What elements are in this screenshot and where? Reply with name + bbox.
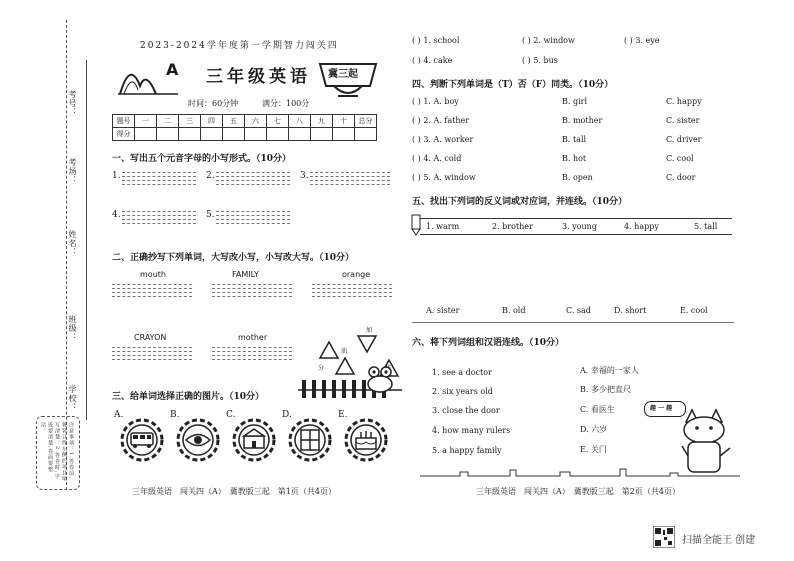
judge-row-5-b: B. open (562, 173, 593, 182)
score-label: 得分 (113, 128, 135, 141)
phrase-left-4[interactable]: 4. how many rulers (432, 426, 511, 435)
frog-icon (362, 364, 396, 394)
footer-left: 三年级英语 闯关四（A） 冀教版三起 第1页（共4页） (132, 487, 336, 496)
copy-word-orange: orange (342, 270, 371, 279)
score-input[interactable] (179, 128, 201, 141)
section1-num-4: 4. (112, 210, 121, 220)
match-item-2[interactable]: ( ) 2. window (522, 36, 575, 45)
four-line-box-3[interactable] (310, 172, 390, 188)
phrase-right-d[interactable]: D. 六岁 (580, 425, 608, 434)
score-cell: 一 (135, 115, 157, 128)
score-input[interactable] (311, 128, 333, 141)
judge-row-3-b: B. tall (562, 135, 587, 144)
edition-badge: 冀三起 (328, 69, 358, 80)
watermark-text: 扫描全能王 创建 (682, 535, 756, 546)
footer-right: 三年级英语 闯关四（A） 冀教版三起 第2页（共4页） (476, 487, 680, 496)
match-item-1[interactable]: ( ) 1. school (412, 36, 460, 45)
score-table-header-row (113, 115, 377, 128)
section1-num-5: 5. (206, 210, 215, 220)
phrase-right-c[interactable]: C. 看医生 (580, 405, 615, 414)
phrase-left-2[interactable]: 2. six years old (432, 387, 493, 396)
section6-title: 六、将下列词组和汉语连线。（10分） (412, 338, 565, 348)
judge-row-4-b: B. hot (562, 154, 587, 163)
match-item-4[interactable]: ( ) 4. cake (412, 56, 453, 65)
score-input[interactable] (289, 128, 311, 141)
section5-title: 五、找出下列词的反义词或对应词，并连线。（10分） (412, 197, 628, 207)
full-score: 满分：100分 (262, 99, 310, 108)
section4-title: 四、判断下列单词是（T）否（F）同类。（10分） (412, 80, 614, 90)
opposite-bottom-b[interactable]: B. old (502, 306, 526, 315)
cheer-char-2: 油 (341, 348, 348, 355)
opposite-bottom-e[interactable]: E. cool (680, 306, 708, 315)
section1-num-2: 2. (206, 171, 215, 181)
judge-row-1-a[interactable]: ( ) 1. A. boy (412, 97, 459, 106)
phrase-left-1[interactable]: 1. see a doctor (432, 368, 492, 377)
copy-lines-1[interactable] (112, 284, 192, 300)
opposite-top-1[interactable]: 1. warm (426, 222, 460, 231)
copy-lines-3[interactable] (312, 284, 392, 300)
opposite-top-4[interactable]: 4. happy (624, 222, 659, 231)
copy-word-mouth: mouth (140, 270, 166, 279)
exam-time: 时间：60分钟 (188, 99, 239, 108)
judge-row-1-c: C. happy (666, 97, 702, 106)
score-cell: 七 (267, 115, 289, 128)
judge-row-1-b: B. girl (562, 97, 588, 106)
opposite-top-5[interactable]: 5. tall (694, 222, 718, 231)
judge-row-2-b: B. mother (562, 116, 603, 125)
score-table-score-row (113, 128, 377, 141)
match-item-5[interactable]: ( ) 5. bus (522, 56, 558, 65)
judge-row-4-a[interactable]: ( ) 4. A. cold (412, 154, 462, 163)
score-cell: 九 (311, 115, 333, 128)
side-label-room: 考场： (68, 158, 77, 185)
opposite-bottom-a[interactable]: A. sister (426, 306, 460, 315)
opposite-bottom-d[interactable]: D. short (614, 306, 647, 315)
qr-code-icon (653, 526, 675, 548)
phrase-right-a[interactable]: A. 幸福的一家人 (580, 366, 639, 375)
score-input[interactable] (267, 128, 289, 141)
score-input[interactable] (333, 128, 355, 141)
four-line-box-1[interactable] (122, 172, 196, 188)
section3-title: 三、给单词选择正确的图片。（10分） (112, 392, 265, 402)
score-cell: 五 (223, 115, 245, 128)
score-input[interactable] (201, 128, 223, 141)
window-picture-icon[interactable] (288, 418, 332, 462)
side-label-exam-no: 考号： (68, 90, 77, 117)
score-cell: 十 (333, 115, 355, 128)
skyline-line (420, 466, 740, 478)
section1-num-1: 1. (112, 171, 121, 181)
judge-row-2-c: C. sister (666, 116, 700, 125)
score-input[interactable] (135, 128, 157, 141)
judge-row-3-a[interactable]: ( ) 3. A. worker (412, 135, 474, 144)
score-cell: 三 (179, 115, 201, 128)
school-picture-icon[interactable] (232, 418, 276, 462)
four-line-box-4[interactable] (122, 211, 196, 227)
score-cell: 八 (289, 115, 311, 128)
judge-row-5-a[interactable]: ( ) 5. A. window (412, 173, 476, 182)
judge-row-3-c: C. driver (666, 135, 702, 144)
score-cell: 题号 (113, 115, 135, 128)
eye-picture-icon[interactable] (176, 418, 220, 462)
copy-lines-2[interactable] (212, 284, 292, 300)
copy-lines-4[interactable] (112, 347, 192, 363)
judge-row-5-c: C. door (666, 173, 696, 182)
score-cell: 二 (157, 115, 179, 128)
option-letter-e: E. (338, 410, 348, 420)
side-label-name: 姓名： (68, 230, 77, 257)
option-letter-a: A. (114, 410, 124, 420)
four-line-box-5[interactable] (216, 211, 290, 227)
score-cell: 四 (201, 115, 223, 128)
score-input[interactable] (157, 128, 179, 141)
cheer-char-1: 加 (366, 327, 373, 334)
match-item-3[interactable]: ( ) 3. eye (624, 36, 660, 45)
section1-title: 一、写出五个元音字母的小写形式。（10分） (112, 154, 292, 164)
section1-num-3: 3. (300, 171, 309, 181)
judge-row-2-a[interactable]: ( ) 2. A. father (412, 116, 470, 125)
judge-row-4-c: C. cool (666, 154, 694, 163)
bottom-divider (412, 322, 734, 323)
side-label-class: 班级： (68, 315, 77, 342)
phrase-right-e[interactable]: E. 关门 (580, 445, 607, 454)
opposite-top-3[interactable]: 3. young (562, 222, 597, 231)
phrase-right-b[interactable]: B. 多少把直尺 (580, 385, 631, 394)
copy-word-family: FAMILY (232, 270, 259, 279)
opposite-bottom-c[interactable]: C. sad (566, 306, 591, 315)
cake-picture-icon[interactable] (344, 418, 388, 462)
notice-text: 注意事项：1.答卷前,将装订线左侧的项目填写清楚。2.答卷时,字迹要清楚,卷面要整洁。 (40, 422, 74, 482)
exam-title: 2023-2024学年度第一学期智力闯关四 (140, 41, 339, 51)
cheer-char-4: 分 (318, 365, 325, 372)
bus-picture-icon[interactable] (120, 418, 164, 462)
option-letter-c: C. (226, 410, 236, 420)
section2-title: 二、正确抄写下列单词，大写改小写，小写改大写。（10分） (112, 253, 355, 263)
grade-letter-a: A (166, 60, 179, 79)
score-input[interactable] (223, 128, 245, 141)
side-line (86, 60, 87, 420)
score-table (112, 114, 377, 141)
opposite-top-2[interactable]: 2. brother (492, 222, 533, 231)
option-letter-d: D. (282, 410, 292, 420)
four-line-box-2[interactable] (216, 172, 290, 188)
copy-word-mother: mother (238, 333, 268, 342)
side-label-school: 学校： (68, 385, 77, 412)
phrase-left-3[interactable]: 3. close the door (432, 406, 500, 415)
option-letter-b: B. (170, 410, 180, 420)
score-input[interactable] (245, 128, 267, 141)
speech-bubble-text: 趣 一 趣 (650, 405, 673, 412)
copy-lines-5[interactable] (212, 347, 292, 363)
phrase-left-5[interactable]: 5. a happy family (432, 446, 502, 455)
score-input[interactable] (355, 128, 377, 141)
score-cell: 六 (245, 115, 267, 128)
copy-word-crayon: CRAYON (134, 333, 167, 342)
score-cell: 总分 (355, 115, 377, 128)
subject-title: 三年级英语 (206, 67, 311, 87)
